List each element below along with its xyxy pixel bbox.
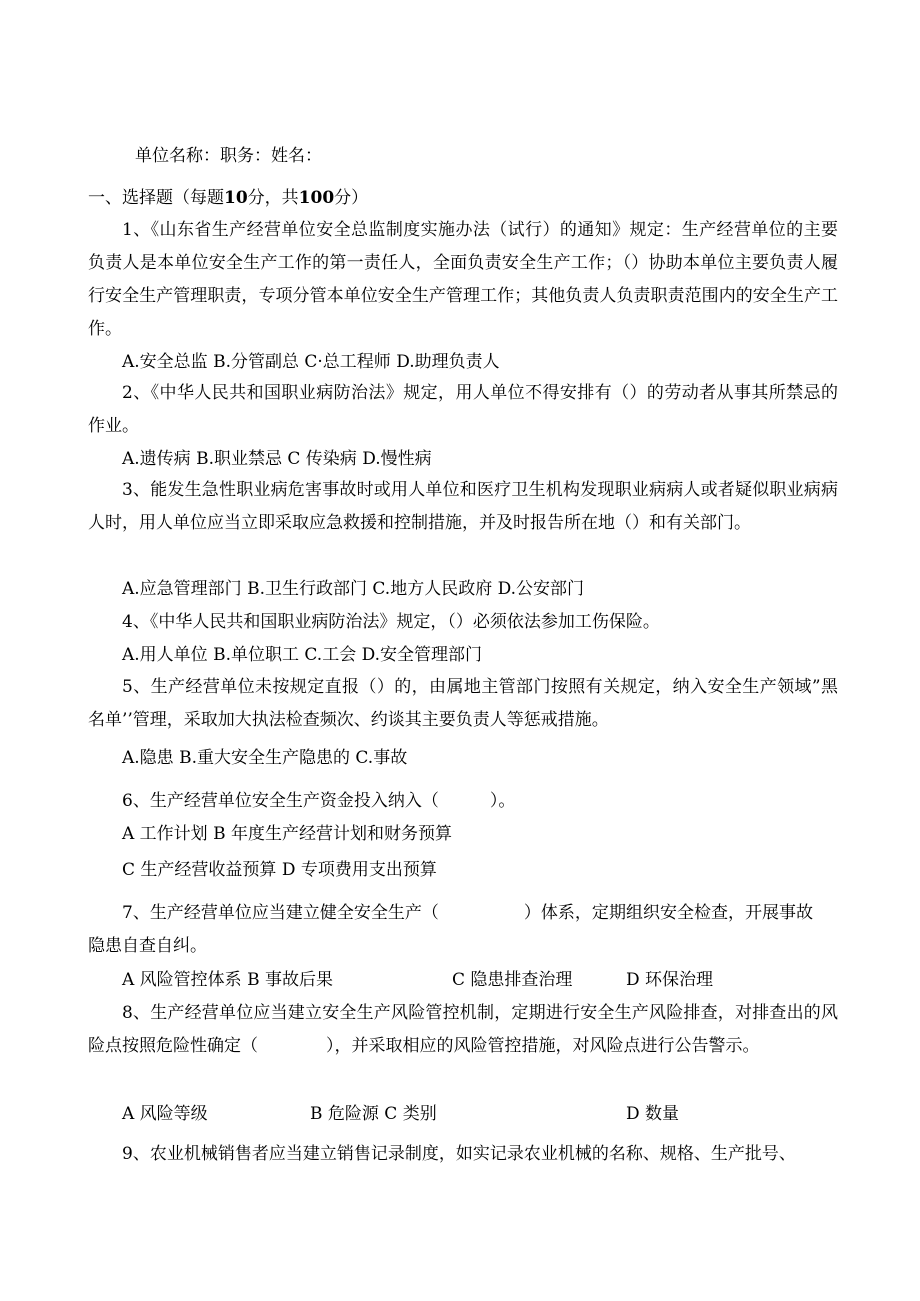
question-3-text: 3、能发生急性职业病危害事故时或用人单位和医疗卫生机构发现职业病病人或者疑似职业病病人时，用人单位应当立即采取应急救援和控制措施，并及时报告所在地（）和有关部门。 (88, 480, 838, 533)
question-7-text: 7、生产经营单位应当建立健全安全生产（ ）体系，定期组织安全检查，开展事故隐患自查自纠。 (88, 903, 813, 956)
question-5-text: 5、生产经营单位未按规定直报（）的，由属地主管部门按照有关规定，纳入安全生产领域”黑名单’’管理，采取加大执法检查频次、约谈其主要负责人等惩戒措施。 (88, 677, 838, 730)
question-7-option-ab: A 风险管控体系 B 事故后果 (122, 970, 333, 990)
question-7-option-d: D 环保治理 (626, 970, 714, 990)
score-each: 10 (224, 188, 248, 208)
question-2-text: 2、《中华人民共和国职业病防治法》规定，用人单位不得安排有（）的劳动者从事其所禁忌的作业。 (88, 383, 838, 436)
section-title-suffix: 分） (334, 188, 369, 208)
question-5-options: A.隐患 B.重大安全生产隐患的 C.事故 (122, 748, 408, 768)
question-7-options (122, 968, 872, 992)
question-6-options-line-2: C 生产经营收益预算 D 专项费用支出预算 (122, 860, 437, 880)
section-title (88, 186, 838, 210)
question-1-options: A.安全总监 B.分管副总 C·总工程师 D.助理负责人 (122, 352, 500, 372)
respondent-info-line (135, 144, 885, 168)
question-7-option-c: C 隐患排查治理 (452, 970, 573, 990)
question-6-options-line-1: A 工作计划 B 年度生产经营计划和财务预算 (122, 824, 452, 844)
question-4-options: A.用人单位 B.单位职工 C.工会 D.安全管理部门 (122, 645, 483, 665)
respondent-info-text: 单位名称：职务：姓名： (135, 146, 322, 166)
question-8-options (122, 1102, 872, 1126)
question-2-options: A.遗传病 B.职业禁忌 C 传染病 D.慢性病 (122, 449, 432, 469)
question-8-option-bc: B 危险源 C 类别 (310, 1104, 437, 1124)
question-8-option-d: D 数量 (626, 1104, 680, 1124)
question-9-text: 9、农业机械销售者应当建立销售记录制度，如实记录农业机械的名称、规格、生产批号、 (122, 1144, 796, 1164)
score-total: 100 (298, 188, 335, 208)
section-title-mid: 分，共 (247, 188, 299, 208)
question-1-text: 1、《山东省生产经营单位安全总监制度实施办法（试行）的通知》规定：生产经营单位的主要负责人是本单位安全生产工作的第一责任人，全面负责安全生产工作；（）协助本单位主要负责人履行安全生产管理职责，专项分管本单位安全生产管理工作；其他负责人负责职责范围内的安全生产工作。 (88, 220, 838, 339)
question-8-text: 8、生产经营单位应当建立安全生产风险管控机制，定期进行安全生产风险排查，对排查出的风险点按照危险性确定（ ），并采取相应的风险管控措施，对风险点进行公告警示。 (88, 1003, 838, 1056)
question-3-options: A.应急管理部门 B.卫生行政部门 C.地方人民政府 D.公安部门 (122, 579, 585, 599)
question-6-text: 6、生产经营单位安全生产资金投入纳入（ ）。 (122, 791, 516, 811)
section-title-prefix: 一、选择题（每题 (88, 188, 224, 208)
question-4-text: 4、《中华人民共和国职业病防治法》规定，（）必须依法参加工伤保险。 (122, 612, 660, 632)
question-8-option-a: A 风险等级 (122, 1104, 208, 1124)
